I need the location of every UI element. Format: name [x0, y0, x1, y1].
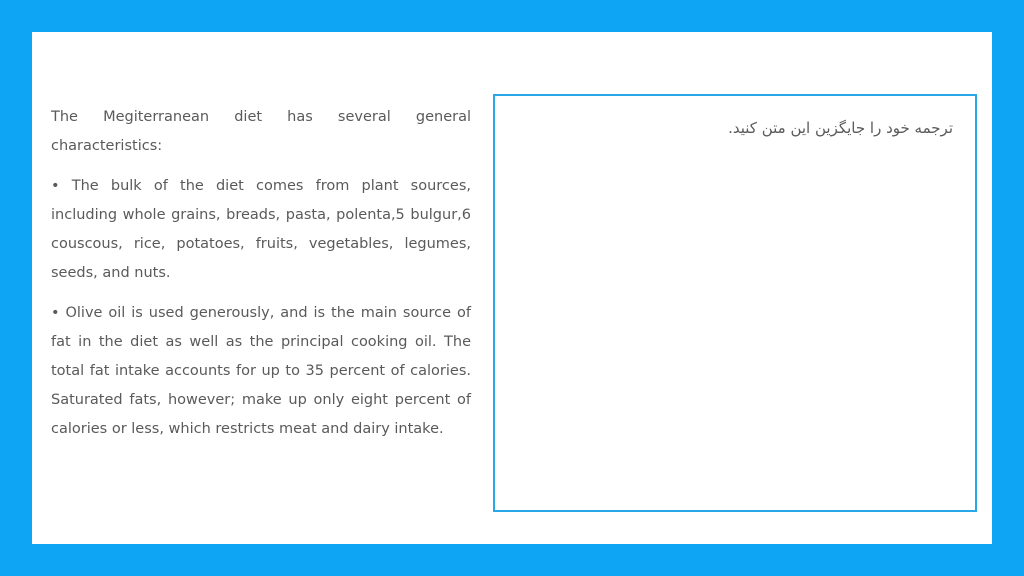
translation-placeholder[interactable]: ترجمه خود را جایگزین این متن کنید.	[728, 119, 953, 137]
source-text-block	[51, 103, 471, 455]
translation-textbox[interactable]	[493, 94, 977, 512]
paragraph-olive-oil: • Olive oil is used generously, and is the main source of fat in the diet as well as the principal cooking oil. The total fat intake accounts for up to 35 percent of calories. Saturated fats, however; make up only eight percent of calories or less, which restricts meat and dairy intake.	[51, 305, 471, 437]
paragraph-intro: The Megiterranean diet has several general characteristics:	[51, 109, 471, 154]
paragraph-plant-sources: • The bulk of the diet comes from plant sources, including whole grains, breads, pasta, polenta,5 bulgur,6 couscous, rice, potatoes, fruits, vegetables, legumes, seeds, and nuts.	[51, 178, 471, 281]
slide-canvas	[32, 32, 992, 544]
